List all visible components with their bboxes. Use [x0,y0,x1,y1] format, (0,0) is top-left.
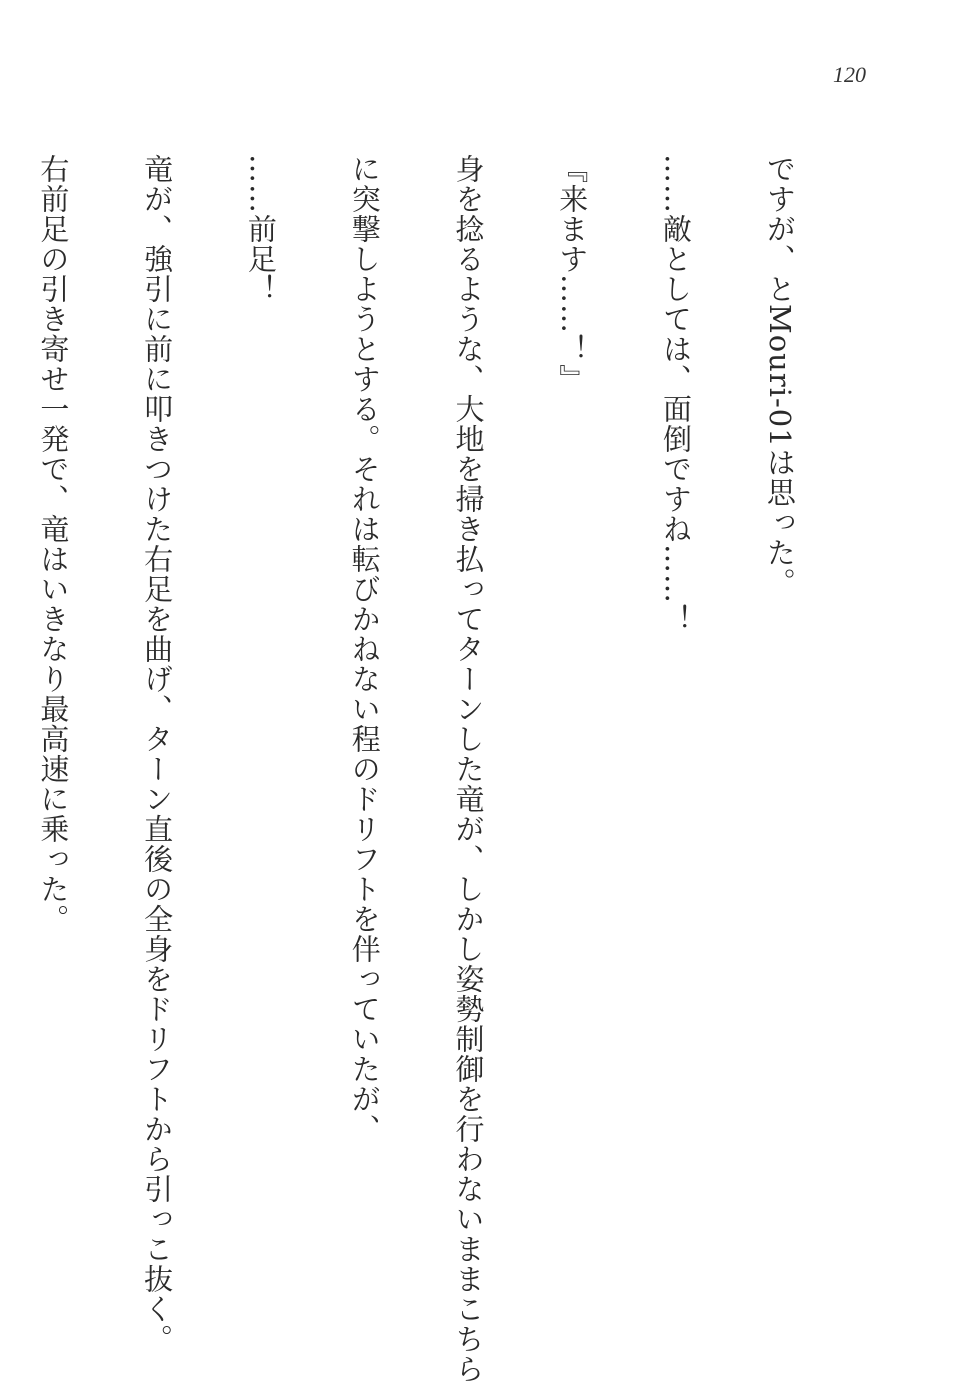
text-line: ……敵としては、面倒ですね……！ [659,154,694,634]
text-line: 右前足の引き寄せ一発で、竜はいきなり最高速に乗った。 [36,154,71,934]
novel-text-block [0,154,866,1384]
page-number: 120 [833,62,866,87]
text-line: ……前足！ [243,154,278,304]
text-line: 身を捻るような、大地を掃き払ってターンした竜が、しかし姿勢制御を行わないままこちら [451,154,486,1384]
text-line: に突撃しようとする。それは転びかねない程のドリフトを伴っていたが、 [347,154,382,1144]
text-line: 『来ます……！』 [555,154,590,394]
text-line: 竜が、強引に前に叩きつけた右足を曲げ、ターン直後の全身をドリフトから引っこ抜く。 [140,154,175,1354]
text-line: ですが、とMouri-01は思った。 [762,154,797,598]
